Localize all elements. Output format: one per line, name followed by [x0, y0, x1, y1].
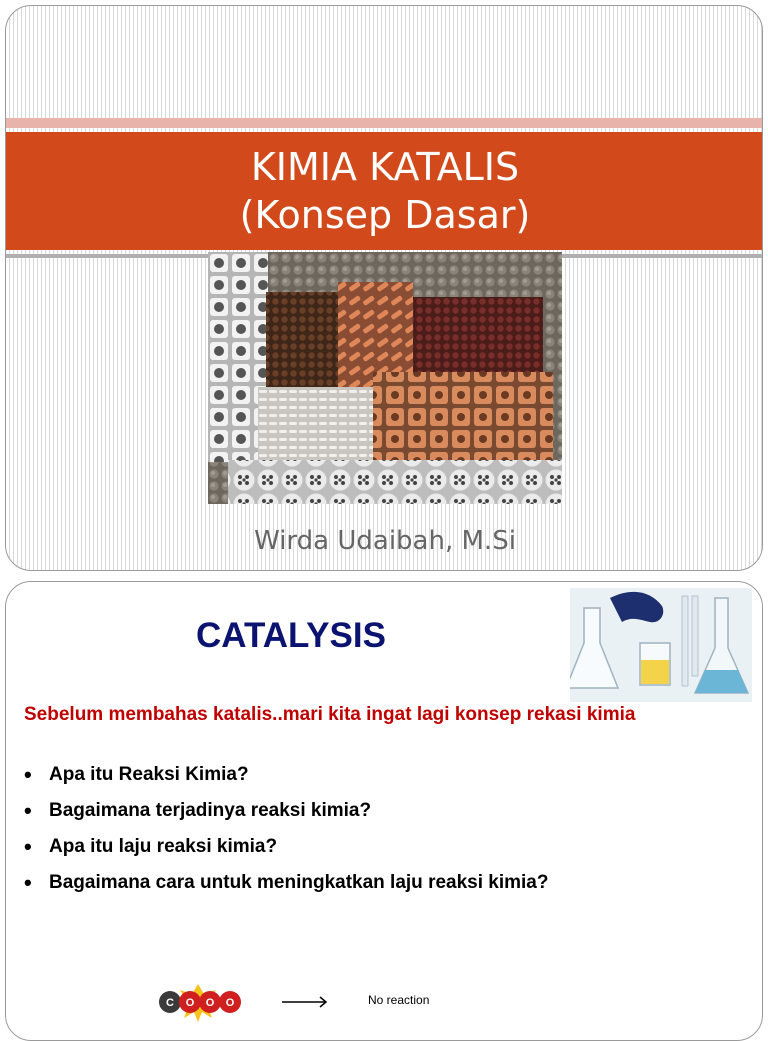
slide-heading: CATALYSIS [196, 616, 386, 655]
question-list [24, 762, 548, 906]
atom-label: O [185, 997, 195, 1009]
bullet-icon: • [24, 798, 32, 823]
list-item [24, 762, 548, 798]
lab-glassware-photo [570, 588, 752, 702]
slide-title-line-1: KIMIA KATALIS [250, 145, 520, 189]
author-name: Wirda Udaibah, M.Si [254, 526, 516, 556]
accent-line [6, 118, 763, 128]
list-item-text: Bagaimana cara untuk meningkatkan laju reaksi kimia? [49, 872, 549, 893]
bullet-icon: • [24, 762, 32, 787]
list-item-text: Apa itu Reaksi Kimia? [49, 764, 249, 785]
title-band [6, 132, 763, 250]
list-item [24, 870, 548, 906]
atom-label: O [225, 997, 235, 1009]
list-item-text: Apa itu laju reaksi kimia? [49, 836, 278, 857]
atom-label: C [166, 997, 174, 1009]
content-slide [5, 581, 763, 1041]
list-item [24, 834, 548, 870]
reaction-result-label: No reaction [368, 993, 430, 1007]
intro-text: Sebelum membahas katalis..mari kita ingat lagi konsep rekasi kimia [24, 704, 636, 725]
bullet-icon: • [24, 834, 32, 859]
bullet-icon: • [24, 870, 32, 895]
title-slide [5, 5, 763, 571]
atom-label: O [205, 997, 215, 1009]
list-item [24, 798, 548, 834]
catalyst-pellets-photo [208, 252, 562, 504]
list-item-text: Bagaimana terjadinya reaksi kimia? [49, 800, 372, 821]
slide-title-line-2: (Konsep Dasar) [239, 193, 531, 237]
